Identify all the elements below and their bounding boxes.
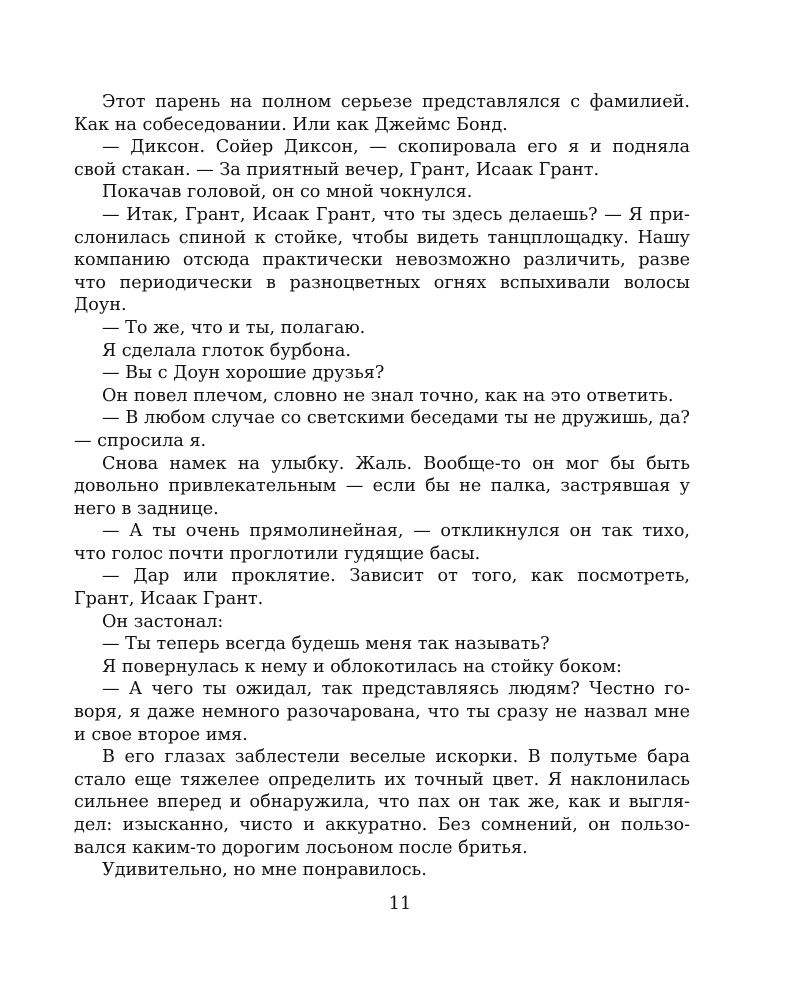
paragraph: — Дар или проклятие. Зависит от того, как посмотреть, Грант, Исаак Грант. [74, 566, 690, 610]
paragraph: — В любом случае со светскими беседами ты не дружишь, да? — спросила я. [74, 408, 690, 451]
paragraph: — А ты очень прямолинейная, — откликнулся он так тихо, что голос почти проглотили гудящие басы. [74, 521, 690, 564]
paragraph: В его глазах заблестели веселые искорки. В полутьме бара стало еще тяжелее определить их точный цвет. Я наклонилась сильнее вперед и обнаружила, что пах он так же, как и выглядел: изысканно, чисто и аккуратно. Без сомнений, он пользовался каким-то дорогим лосьоном после бритья. [74, 747, 690, 858]
paragraph: Снова намек на улыбку. Жаль. Вообще-то он мог бы быть довольно привлекательным — если бы не палка, застрявшая у него в заднице. [74, 453, 690, 519]
paragraph: — Диксон. Сойер Диксон, — скопировала его я и подняла свой стакан. — За приятный вечер, Грант, Исаак Грант. [74, 137, 690, 180]
paragraph: Я повернулась к нему и облокотилась на стойку боком: [102, 656, 622, 677]
paragraph: Этот парень на полном серьезе представлялся с фамилией. Как на собеседовании. Или как Джеймс Бонд. [74, 92, 690, 135]
paragraph: Я сделала глоток бурбона. [102, 340, 351, 361]
paragraph: — Ты теперь всегда будешь меня так называть? [102, 634, 550, 655]
paragraph: — Вы с Доун хорошие друзья? [102, 363, 385, 384]
paragraph: — Итак, Грант, Исаак Грант, что ты здесь делаешь? — Я прислонилась спиной к стойке, чтобы видеть танцплощадку. Нашу компанию отсюда практически невозможно различить, разве что периодически в разноцветных огнях вспыхивали волосы Доун. [74, 204, 690, 316]
paragraph: Он застонал: [102, 611, 224, 632]
book-page-text [74, 91, 690, 882]
paragraph: — То же, что и ты, полагаю. [102, 317, 366, 338]
paragraph: Он повел плечом, словно не знал точно, как на это ответить. [102, 385, 674, 406]
paragraph: Удивительно, но мне понравилось. [102, 860, 427, 881]
page-number: 11 [388, 894, 412, 914]
paragraph: — А чего ты ожидал, так представляясь людям? Честно говоря, я даже немного разочарована, что ты сразу не назвал мне и свое второе имя. [74, 679, 690, 745]
paragraph: Покачав головой, он со мной чокнулся. [102, 182, 473, 203]
